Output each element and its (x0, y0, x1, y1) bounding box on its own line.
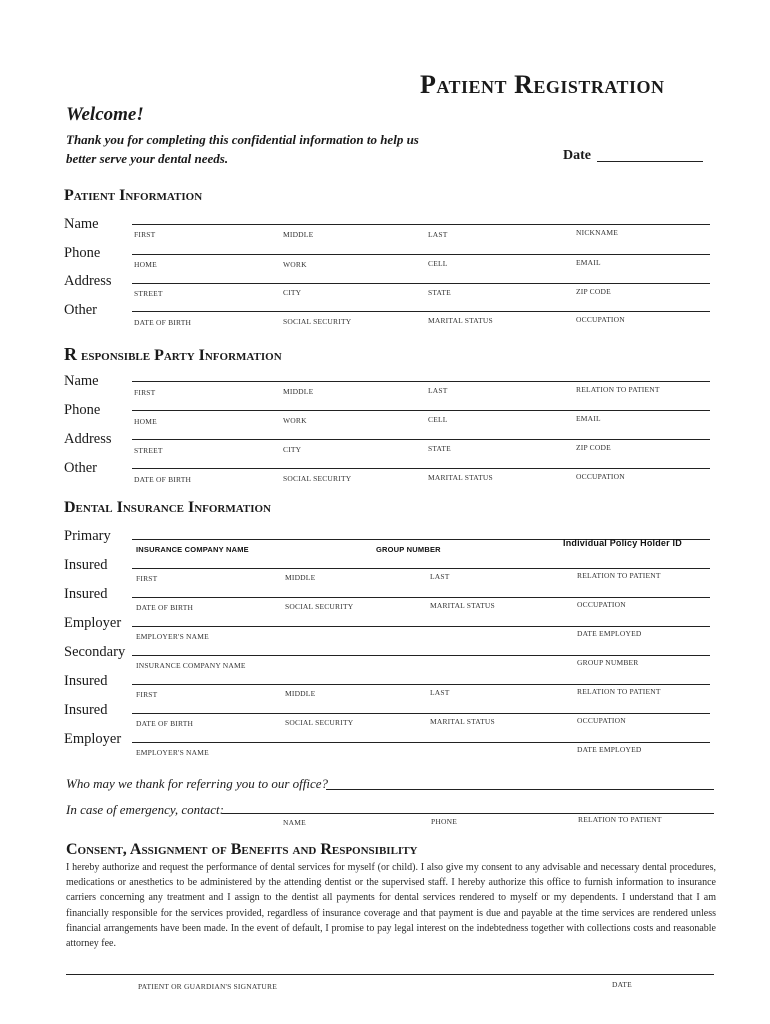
rp-other-label: Other (64, 460, 98, 476)
field-label: RELATION TO PATIENT (576, 385, 660, 394)
field-label: GROUP NUMBER (577, 658, 639, 667)
dental-insurance-heading: Dental Insurance Information (64, 499, 271, 516)
field-label: RELATION TO PATIENT (578, 815, 662, 824)
field-label: OCCUPATION (577, 600, 626, 609)
field-label: LAST (430, 572, 450, 581)
insured-other-line-2[interactable] (132, 713, 710, 714)
patient-address-label: Address (64, 273, 112, 289)
patient-info-heading: Patient Information (64, 187, 203, 204)
employer-line-2[interactable] (132, 742, 710, 743)
field-label: MIDDLE (285, 689, 316, 698)
referral-question: Who may we thank for referring you to our office? (66, 776, 329, 791)
insured-label: Insured (64, 702, 108, 718)
insured-name-line-2[interactable] (132, 684, 710, 685)
field-label: DATE EMPLOYED (577, 745, 642, 754)
field-label: STREET (134, 446, 163, 455)
heading-rest: esponsible Party Information (81, 347, 282, 364)
field-label: MARITAL STATUS (428, 473, 493, 482)
field-label: MIDDLE (283, 230, 314, 239)
field-label: CITY (283, 288, 302, 297)
field-label: PHONE (431, 817, 458, 826)
field-label: EMPLOYER'S NAME (136, 748, 209, 757)
rp-name-line[interactable] (132, 381, 710, 382)
employer-line[interactable] (132, 626, 710, 627)
field-label: LAST (428, 386, 448, 395)
emergency-contact-line[interactable] (222, 813, 714, 814)
patient-name-line[interactable] (132, 224, 710, 225)
heading-initial: R (64, 344, 77, 364)
field-label: RELATION TO PATIENT (577, 571, 661, 580)
field-label: DATE OF BIRTH (134, 318, 192, 327)
field-label: STATE (428, 288, 451, 297)
insured-other-line[interactable] (132, 597, 710, 598)
field-label: INSURANCE COMPANY NAME (136, 661, 246, 670)
signature-date-label: DATE (612, 980, 632, 989)
field-label: FIRST (134, 230, 156, 239)
rp-address-label: Address (64, 431, 112, 447)
employer-label: Employer (64, 731, 122, 747)
field-label: STREET (134, 289, 163, 298)
rp-name-label: Name (64, 373, 99, 389)
field-label: Individual Policy Holder ID (563, 538, 682, 548)
responsible-party-heading (64, 344, 282, 365)
field-label: STATE (428, 444, 451, 453)
consent-heading: Consent, Assignment of Benefits and Responsibility (66, 841, 418, 858)
rp-other-line[interactable] (132, 468, 710, 469)
date-label: Date (563, 148, 591, 163)
field-label: MARITAL STATUS (428, 316, 493, 325)
field-label: DATE EMPLOYED (577, 629, 642, 638)
field-label: OCCUPATION (576, 472, 625, 481)
field-label: EMPLOYER'S NAME (136, 632, 209, 641)
field-label: DATE OF BIRTH (136, 719, 194, 728)
signature-line[interactable] (66, 974, 714, 975)
thanks-message: Thank you for completing this confidential information to help us better serve your dental needs. (66, 132, 419, 166)
referral-line[interactable] (326, 789, 714, 790)
patient-other-label: Other (64, 302, 98, 318)
field-label: NAME (283, 818, 306, 827)
field-label: NICKNAME (576, 228, 619, 237)
field-label: SOCIAL SECURITY (285, 602, 354, 611)
field-label: WORK (283, 260, 307, 269)
field-label: MIDDLE (285, 573, 316, 582)
signature-label: PATIENT OR GUARDIAN'S SIGNATURE (138, 982, 278, 991)
field-label: LAST (428, 230, 448, 239)
field-label: CELL (428, 259, 448, 268)
field-label: LAST (430, 688, 450, 697)
field-label: SOCIAL SECURITY (283, 317, 352, 326)
insured-label: Insured (64, 557, 108, 573)
page-title: Patient Registration (420, 70, 665, 99)
field-label: CELL (428, 415, 448, 424)
field-label: INSURANCE COMPANY NAME (136, 545, 249, 554)
field-label: OCCUPATION (577, 716, 626, 725)
patient-phone-label: Phone (64, 245, 101, 261)
field-label: WORK (283, 416, 307, 425)
field-label: DATE OF BIRTH (136, 603, 194, 612)
patient-address-line[interactable] (132, 283, 710, 284)
field-label: ZIP CODE (576, 287, 611, 296)
field-label: EMAIL (576, 414, 601, 423)
welcome-heading: Welcome! (66, 104, 144, 125)
consent-paragraph: I hereby authorize and request the performance of dental services for myself (or child). I also give my consent to any advisable and necessary dental procedures, medications or anesthetics to be administered by the attending dentist or the supervised staff. I hereby authorize this office to furnish information to insurance carriers concerning any treatment and I assign to the dentist all payments for dental services rendered to myself or my dependents. I understand that I am financially responsible for the services provided, regardless of insurance coverage and that payment is due and payable at the time services are rendered unless financial arrangements have been made. In the event of default, I promise to pay legal interest on the indebtedness together with collections costs and reasonable attorney fee. (66, 862, 716, 950)
field-label: OCCUPATION (576, 315, 625, 324)
field-label: MIDDLE (283, 387, 314, 396)
rp-address-line[interactable] (132, 439, 710, 440)
field-label: MARITAL STATUS (430, 601, 495, 610)
field-label: SOCIAL SECURITY (285, 718, 354, 727)
field-label: FIRST (134, 388, 156, 397)
field-label: MARITAL STATUS (430, 717, 495, 726)
field-label: HOME (134, 260, 157, 269)
field-label: SOCIAL SECURITY (283, 474, 352, 483)
patient-name-label: Name (64, 216, 99, 232)
secondary-line[interactable] (132, 655, 710, 656)
patient-other-line[interactable] (132, 311, 710, 312)
field-label: CITY (283, 445, 302, 454)
date-field[interactable] (597, 161, 703, 162)
patient-phone-line[interactable] (132, 254, 710, 255)
field-label: EMAIL (576, 258, 601, 267)
field-label: DATE OF BIRTH (134, 475, 192, 484)
field-label: HOME (134, 417, 157, 426)
insured-label: Insured (64, 673, 108, 689)
rp-phone-label: Phone (64, 402, 101, 418)
field-label: FIRST (136, 574, 158, 583)
primary-label: Primary (64, 528, 111, 544)
rp-phone-line[interactable] (132, 410, 710, 411)
insured-label: Insured (64, 586, 108, 602)
emergency-contact-label: In case of emergency, contact: (66, 802, 224, 817)
employer-label: Employer (64, 615, 122, 631)
insured-name-line[interactable] (132, 568, 710, 569)
field-label: GROUP NUMBER (376, 545, 441, 554)
field-label: ZIP CODE (576, 443, 611, 452)
field-label: FIRST (136, 690, 158, 699)
secondary-label: Secondary (64, 644, 126, 660)
field-label: RELATION TO PATIENT (577, 687, 661, 696)
